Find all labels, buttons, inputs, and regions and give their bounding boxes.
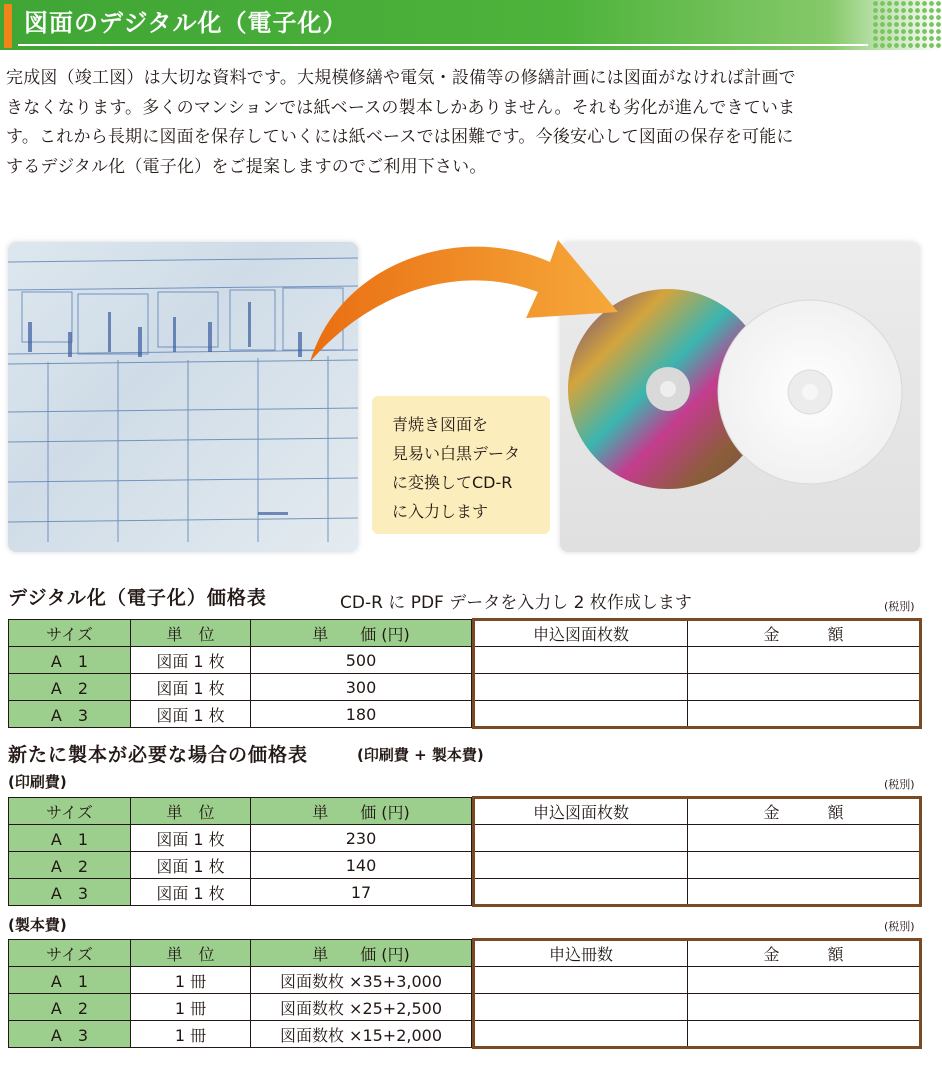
intro-line: きなくなります。多くのマンションでは紙ベースの製本しかありません。それも劣化が進んできていま — [6, 97, 796, 118]
table-row — [9, 852, 472, 879]
callout-line: に入力します — [392, 502, 489, 521]
amount-cell[interactable] — [688, 647, 921, 674]
amount-cell[interactable] — [688, 852, 921, 879]
amount-cell[interactable] — [688, 967, 921, 994]
price-table-digital — [8, 619, 472, 728]
table-row — [9, 967, 472, 994]
tax-note: (税別) — [884, 600, 915, 613]
price-cell: 図面数枚 ×15+2,000 — [251, 1021, 472, 1048]
order-table-print — [472, 796, 922, 907]
col-unit-header: 単 位 — [131, 620, 251, 647]
amount-cell[interactable] — [688, 994, 921, 1021]
col-amount-header: 金 額 — [688, 940, 921, 967]
quantity-input-cell[interactable] — [474, 994, 688, 1021]
col-size-header: サイズ — [9, 798, 131, 825]
quantity-input-cell[interactable] — [474, 674, 688, 701]
size-cell: A 3 — [9, 1021, 131, 1048]
section2-subtitle: (印刷費 + 製本費) — [357, 746, 484, 764]
quantity-input-cell[interactable] — [474, 967, 688, 994]
quantity-input-cell[interactable] — [474, 1021, 688, 1048]
col-quantity-header: 申込冊数 — [474, 940, 688, 967]
callout-line: 見易い白黒データ — [392, 444, 521, 463]
callout-line: 青焼き図面を — [392, 415, 489, 434]
size-cell: A 1 — [9, 825, 131, 852]
price-cell: 180 — [251, 701, 472, 728]
price-cell: 図面数枚 ×35+3,000 — [251, 967, 472, 994]
quantity-input-cell[interactable] — [474, 647, 688, 674]
intro-line: 完成図（竣工図）は大切な資料です。大規模修繕や電気・設備等の修繕計画には図面がなければ計画で — [6, 68, 796, 88]
intro-line: するデジタル化（電子化）をご提案しますのでご利用下さい。 — [6, 156, 487, 177]
intro-line: す。これから長期に図面を保存していくには紙ベースでは困難です。今後安心して図面の保存を可能に — [6, 127, 794, 147]
table-row — [9, 647, 472, 674]
section1-title: デジタル化（電子化）価格表 — [8, 587, 267, 609]
price-cell: 500 — [251, 647, 472, 674]
col-quantity-header: 申込図面枚数 — [474, 620, 688, 647]
col-price-header: 単 価 (円) — [251, 798, 472, 825]
price-cell: 17 — [251, 879, 472, 906]
banner-underline — [18, 44, 868, 46]
banner-accent-bar — [4, 4, 12, 48]
header-banner — [0, 0, 942, 50]
col-size-header: サイズ — [9, 620, 131, 647]
quantity-input-cell[interactable] — [474, 852, 688, 879]
unit-cell: 図面 1 枚 — [131, 825, 251, 852]
col-price-header: 単 価 (円) — [251, 620, 472, 647]
size-cell: A 2 — [9, 994, 131, 1021]
amount-cell[interactable] — [688, 701, 921, 728]
section2-title: 新たに製本が必要な場合の価格表 — [8, 744, 309, 766]
section1-subtitle: CD-R に PDF データを入力し 2 枚作成します — [340, 593, 692, 613]
unit-cell: 1 冊 — [131, 1021, 251, 1048]
amount-cell[interactable] — [688, 825, 921, 852]
table-row — [9, 879, 472, 906]
amount-cell[interactable] — [688, 674, 921, 701]
price-cell: 230 — [251, 825, 472, 852]
col-amount-header: 金 額 — [688, 798, 921, 825]
table-row — [9, 825, 472, 852]
callout-line: に変換してCD-R — [392, 473, 513, 492]
size-cell: A 1 — [9, 647, 131, 674]
order-table-binding — [472, 938, 922, 1049]
size-cell: A 2 — [9, 852, 131, 879]
size-cell: A 2 — [9, 674, 131, 701]
table-row — [9, 1021, 472, 1048]
table-row — [9, 674, 472, 701]
unit-cell: 図面 1 枚 — [131, 879, 251, 906]
price-table-print — [8, 797, 472, 906]
print-cost-label: (印刷費) — [8, 773, 67, 791]
col-amount-header: 金 額 — [688, 620, 921, 647]
size-cell: A 1 — [9, 967, 131, 994]
tax-note: (税別) — [884, 920, 915, 933]
quantity-input-cell[interactable] — [474, 825, 688, 852]
col-unit-header: 単 位 — [131, 940, 251, 967]
intro-paragraph — [6, 64, 936, 182]
tax-note: (税別) — [884, 778, 915, 791]
banner-dot-pattern — [872, 0, 942, 50]
quantity-input-cell[interactable] — [474, 701, 688, 728]
quantity-input-cell[interactable] — [474, 879, 688, 906]
unit-cell: 図面 1 枚 — [131, 701, 251, 728]
curved-arrow-icon — [300, 222, 630, 372]
amount-cell[interactable] — [688, 1021, 921, 1048]
amount-cell[interactable] — [688, 879, 921, 906]
price-cell: 140 — [251, 852, 472, 879]
price-cell: 図面数枚 ×25+2,500 — [251, 994, 472, 1021]
binding-cost-label: (製本費) — [8, 916, 67, 934]
size-cell: A 3 — [9, 879, 131, 906]
col-unit-header: 単 位 — [131, 798, 251, 825]
table-row — [9, 994, 472, 1021]
col-quantity-header: 申込図面枚数 — [474, 798, 688, 825]
unit-cell: 図面 1 枚 — [131, 647, 251, 674]
price-cell: 300 — [251, 674, 472, 701]
unit-cell: 図面 1 枚 — [131, 674, 251, 701]
table-row — [9, 701, 472, 728]
col-size-header: サイズ — [9, 940, 131, 967]
conversion-callout — [372, 396, 550, 534]
col-price-header: 単 価 (円) — [251, 940, 472, 967]
price-table-binding — [8, 939, 472, 1048]
size-cell: A 3 — [9, 701, 131, 728]
order-table-digital — [472, 618, 922, 729]
unit-cell: 1 冊 — [131, 967, 251, 994]
page-title: 図面のデジタル化（電子化） — [24, 9, 348, 37]
unit-cell: 1 冊 — [131, 994, 251, 1021]
unit-cell: 図面 1 枚 — [131, 852, 251, 879]
